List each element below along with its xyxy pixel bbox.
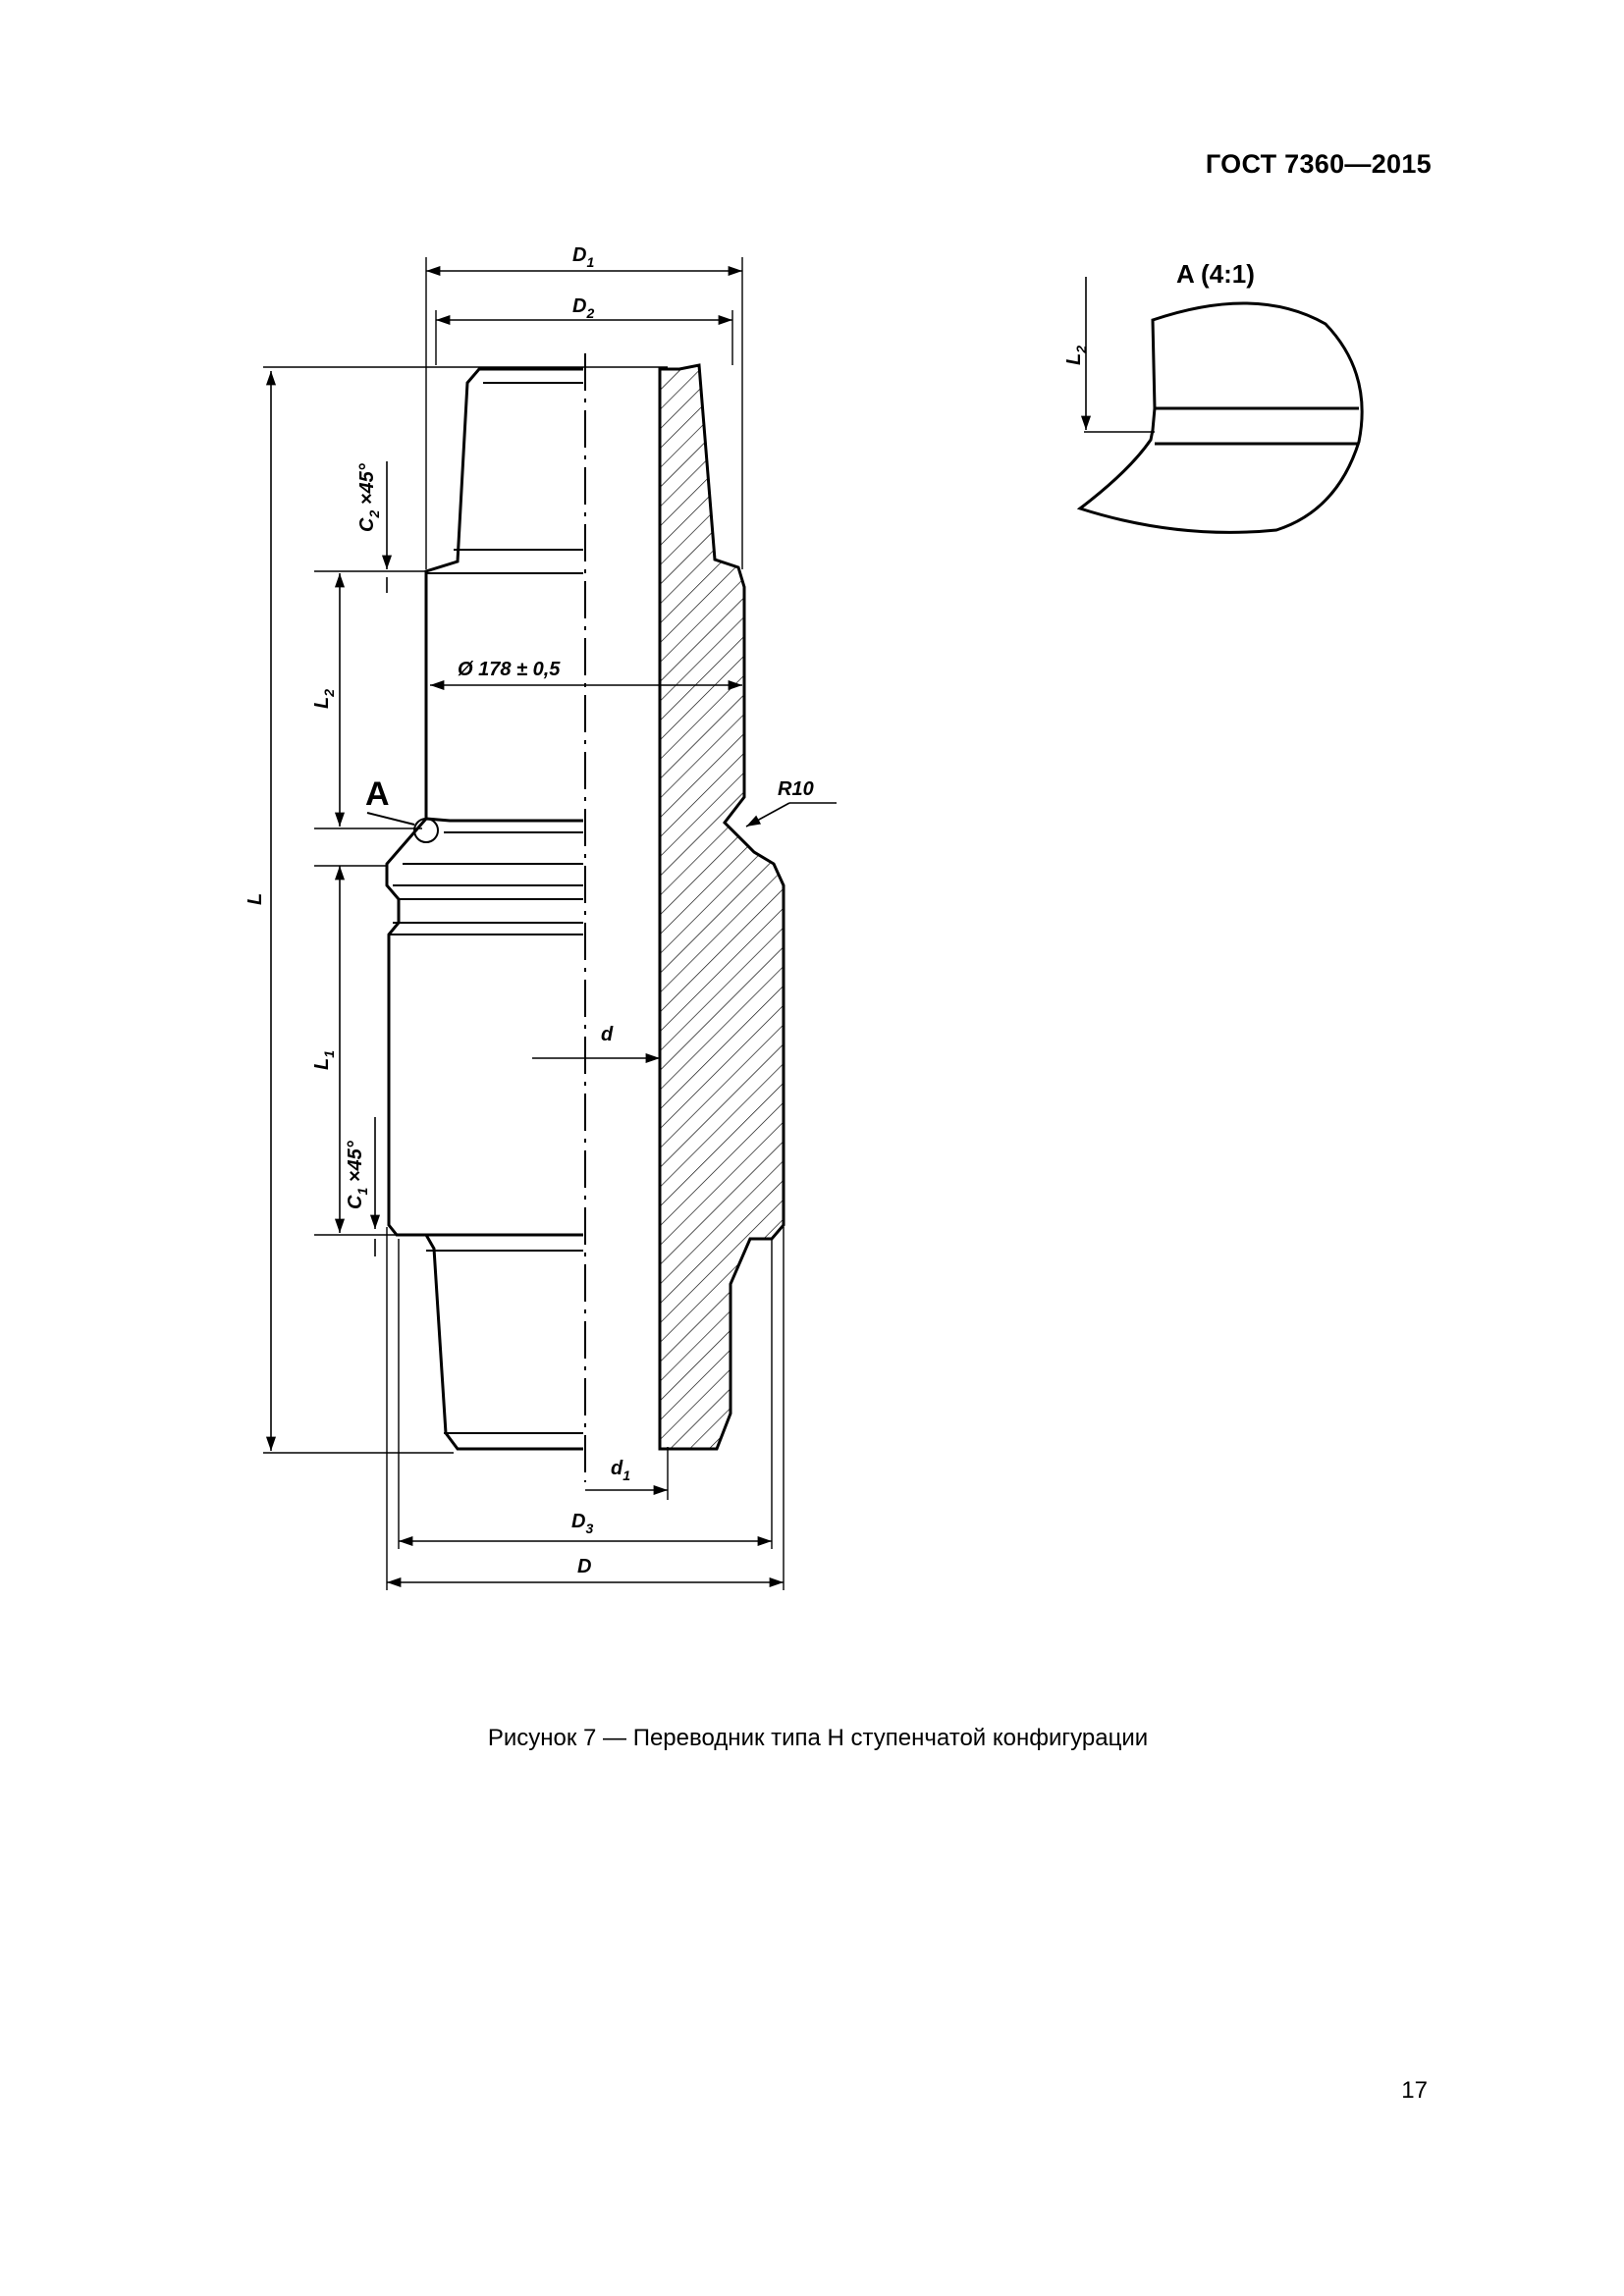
standard-header: ГОСТ 7360—2015	[1205, 149, 1432, 179]
part-outline	[387, 369, 583, 1449]
label-C1: $C_1 \times 45^\circ$	[345, 1141, 370, 1209]
label-D: D	[577, 1556, 592, 1577]
label-d1: $d_1$	[611, 1458, 631, 1483]
hatched-section	[660, 365, 784, 1449]
diameter-label: Ø 178 ± 0,5	[458, 659, 561, 680]
label-d: d	[601, 1024, 614, 1045]
label-L1: $L_1$	[311, 1049, 337, 1070]
detail-label-L2: $L_2$	[1063, 345, 1089, 365]
step-lines	[389, 383, 583, 1433]
label-D1: $D_1$	[572, 244, 595, 270]
radius-label: R10	[778, 778, 814, 800]
detail-marker-leader	[367, 813, 414, 825]
label-D3: $D_3$	[571, 1511, 594, 1536]
label-L: L	[244, 892, 266, 905]
page-number: 17	[1401, 2077, 1428, 2104]
label-L2: $L_2$	[311, 688, 337, 709]
detail-marker-circle	[414, 819, 438, 842]
figure-caption: Рисунок 7 — Переводник типа Н ступенчатой конфигурации	[487, 1725, 1149, 1751]
detail-view	[1063, 259, 1362, 532]
detail-title: A (4:1)	[1176, 259, 1255, 289]
label-D2: $D_2$	[572, 295, 595, 321]
label-C2: $C_2 \times 45^\circ$	[356, 463, 382, 532]
view-marker-label: A	[365, 775, 390, 813]
